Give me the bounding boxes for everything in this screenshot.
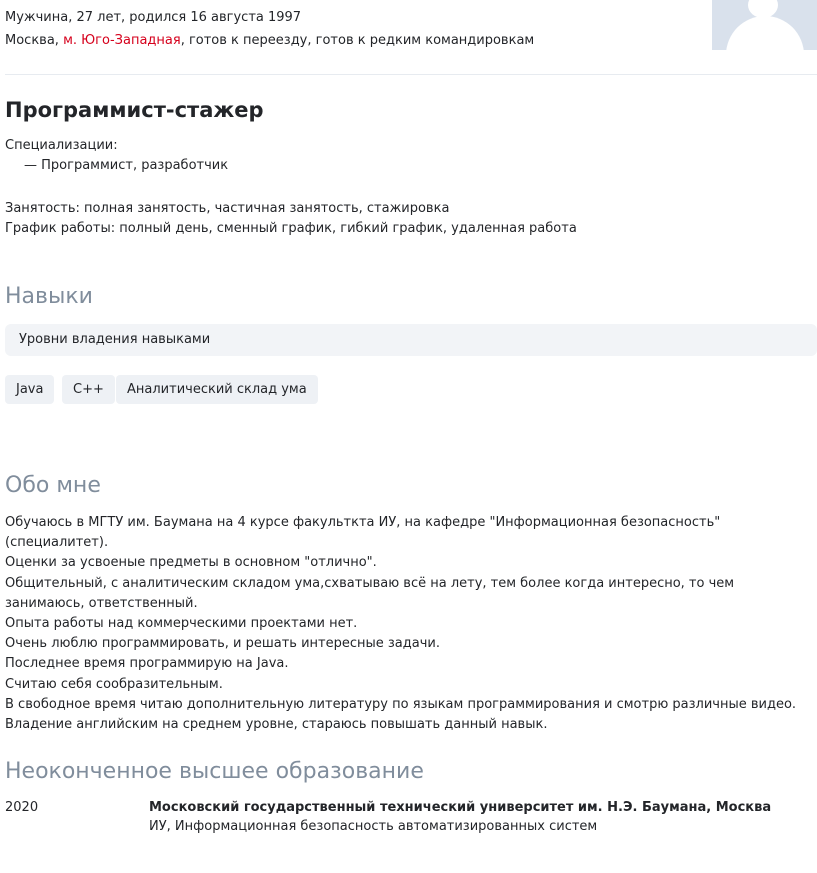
- specializations-label: Специализации:: [5, 138, 118, 153]
- about-line: Последнее время программирую на Java.: [5, 656, 289, 672]
- education-faculty: ИУ, Информационная безопасность автоматизированных систем: [149, 819, 598, 834]
- personal-info: Мужчина, 27 лет, родился 16 августа 1997: [5, 10, 302, 25]
- education-year: 2020: [5, 800, 39, 815]
- employment: Занятость: полная занятость, частичная занятость, стажировка: [5, 201, 450, 216]
- education-title: Неоконченное высшее образование: [5, 759, 424, 784]
- skills-title: Навыки: [5, 284, 93, 309]
- avatar: [712, 0, 817, 50]
- metro-station: м. Юго-Западная: [63, 33, 181, 48]
- schedule: График работы: полный день, сменный график, гибкий график, удаленная работа: [5, 221, 577, 236]
- about-line: В свободное время читаю дополнительную литературу по языкам программирования и смотрю различные видео.: [5, 696, 797, 712]
- about-line: Оценки за усвоеные предметы в основном "отлично".: [5, 555, 377, 571]
- about-line: Опыта работы над коммерческими проектами нет.: [5, 616, 358, 632]
- skill-tag: Аналитический склад ума: [116, 375, 318, 404]
- about-line: Владение английским на среднем уровне, стараюсь повышать данный навык.: [5, 717, 548, 733]
- about-text: [5, 513, 805, 735]
- skill-tag: C++: [62, 375, 115, 404]
- about-line: Обучаюсь в МГТУ им. Баумана на 4 курсе факульткта ИУ, на кафедре "Информационная безопасность" (специалитет).: [5, 515, 721, 551]
- relocation-info: , готов к переезду, готов к редким командировкам: [180, 33, 535, 48]
- about-line: Очень люблю программировать, и решать интересные задачи.: [5, 636, 440, 652]
- skill-levels-label: Уровни владения навыками: [19, 332, 211, 347]
- avatar-head-shape: [748, 0, 778, 18]
- city: Москва,: [5, 33, 64, 48]
- specialization-item: — Программист, разработчик: [24, 158, 229, 173]
- resume-title: Программист-стажер: [5, 98, 264, 122]
- location-line: [5, 31, 534, 51]
- about-line: Считаю себя сообразительным.: [5, 676, 223, 692]
- divider: [5, 74, 817, 75]
- avatar-placeholder-icon: [726, 16, 804, 50]
- skill-levels-toggle[interactable]: [5, 324, 817, 356]
- skill-tag: Java: [5, 375, 54, 404]
- about-line: Общительный, с аналитическим складом ума,схватываю всё на лету, тем более когда интересно, то чем занимаюсь, ответственный.: [5, 575, 735, 611]
- education-organization: Московский государственный технический университет им. Н.Э. Баумана, Москва: [149, 800, 772, 815]
- about-title: Обо мне: [5, 473, 101, 498]
